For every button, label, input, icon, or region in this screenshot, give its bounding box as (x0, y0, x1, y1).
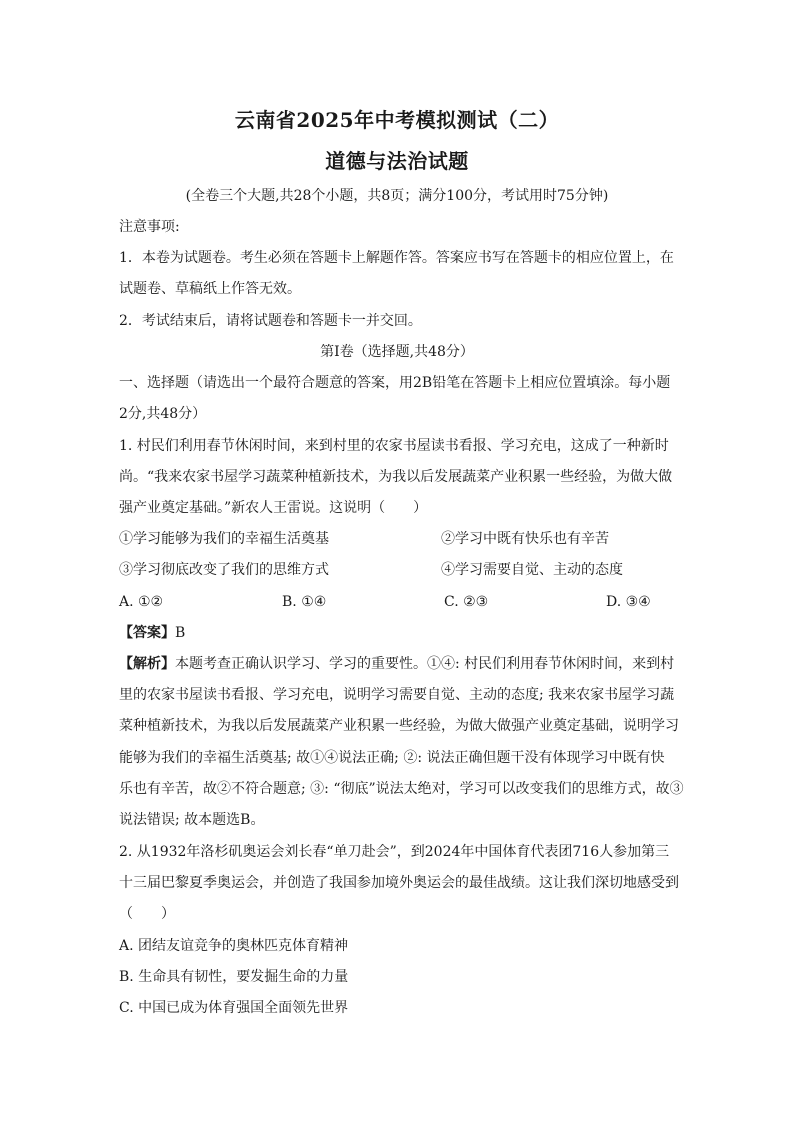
q1-analysis-line-2: 里的农家书屋读书看报、学习充电，说明学习需要自觉、主动的态度; 我来农家书屋学习蔬 (119, 687, 675, 703)
q2-stem-line-2: 十三届巴黎夏季奥运会，并创造了我国参加境外奥运会的最佳战绩。这让我们深切地感受到 (119, 875, 679, 891)
q1-analysis-line-6: 说法错误; 故本题选B。 (119, 812, 265, 828)
q1-option-d: D. ③④ (606, 594, 651, 610)
q1-analysis-line-5: 乐也有辛苦，故②不符合题意; ③: “彻底”说法太绝对，学习可以改变我们的思维方式，故③ (119, 781, 684, 797)
q2-stem-line-3: （ ） (119, 906, 175, 922)
notice-2: 2．考试结束后，请将试题卷和答题卡一并交回。 (119, 313, 422, 329)
q1-analysis-line-3: 菜种植新技术，为我以后发展蔬菜产业积累一些经验，为做大做强产业奠定基础，说明学习 (119, 718, 679, 734)
section-title: 第Ⅰ卷（选择题,共48分） (320, 344, 474, 360)
q1-statement-3: ③学习彻底改变了我们的思维方式 (119, 562, 329, 578)
part-1-heading-line-2: 2分,共48分） (119, 406, 207, 422)
answer-label: 【答案】 (119, 625, 175, 641)
analysis-label: 【解析】 (119, 656, 175, 672)
q1-option-b: B. ①④ (282, 594, 327, 610)
notice-1-line-2: 试题卷、草稿纸上作答无效。 (119, 281, 301, 297)
answer-value: B (175, 625, 186, 641)
q2-option-a: A. 团结友谊竞争的奥林匹克体育精神 (119, 938, 349, 954)
q1-statement-1: ①学习能够为我们的幸福生活奠基 (119, 531, 329, 547)
q1-analysis-line-1 (119, 654, 674, 674)
notice-heading: 注意事项: (119, 219, 180, 235)
notice-1-line-1: 1．本卷为试题卷。考生必须在答题卡上解题作答。答案应书写在答题卡的相应位置上，在 (119, 250, 674, 266)
q1-stem-line-2: 尚。“我来农家书屋学习蔬菜种植新技术，为我以后发展蔬菜产业积累一些经验，为做大做 (119, 469, 673, 485)
q1-stem-line-1: 1. 村民们利用春节休闲时间，来到村里的农家书屋读书看报、学习充电，这成了一种新时 (119, 438, 669, 454)
exam-info: (全卷三个大题,共28个小题，共8页；满分100分，考试用时75分钟) (185, 188, 609, 204)
q1-option-a: A. ①② (119, 594, 164, 610)
exam-title: 云南省2025年中考模拟测试（二） (234, 108, 560, 132)
q1-analysis-line-4: 能够为我们的幸福生活奠基; 故①④说法正确; ②: 说法正确但题干没有体现学习中既有快 (119, 750, 665, 766)
q1-option-c: C. ②③ (444, 594, 489, 610)
q1-stem-line-3: 强产业奠定基础。”新农人王雷说。这说明（ ） (119, 500, 428, 516)
part-1-heading-line-1: 一、选择题（请选出一个最符合题意的答案，用2B铅笔在答题卡上相应位置填涂。每小题 (119, 375, 671, 391)
q2-stem-line-1: 2. 从1932年洛杉矶奥运会刘长春“单刀赴会”，到2024年中国体育代表团716人参加第三 (119, 844, 670, 860)
analysis-text: 本题考查正确认识学习、学习的重要性。①④: 村民们利用春节休闲时间，来到村 (175, 656, 675, 672)
q2-option-b: B. 生命具有韧性，要发掘生命的力量 (119, 969, 349, 985)
q1-statement-2: ②学习中既有快乐也有辛苦 (441, 531, 609, 547)
q1-statement-4: ④学习需要自觉、主动的态度 (441, 562, 623, 578)
q1-answer (119, 623, 185, 643)
exam-subject-title: 道德与法治试题 (325, 149, 469, 173)
q2-option-c: C. 中国已成为体育强国全面领先世界 (119, 1000, 349, 1016)
